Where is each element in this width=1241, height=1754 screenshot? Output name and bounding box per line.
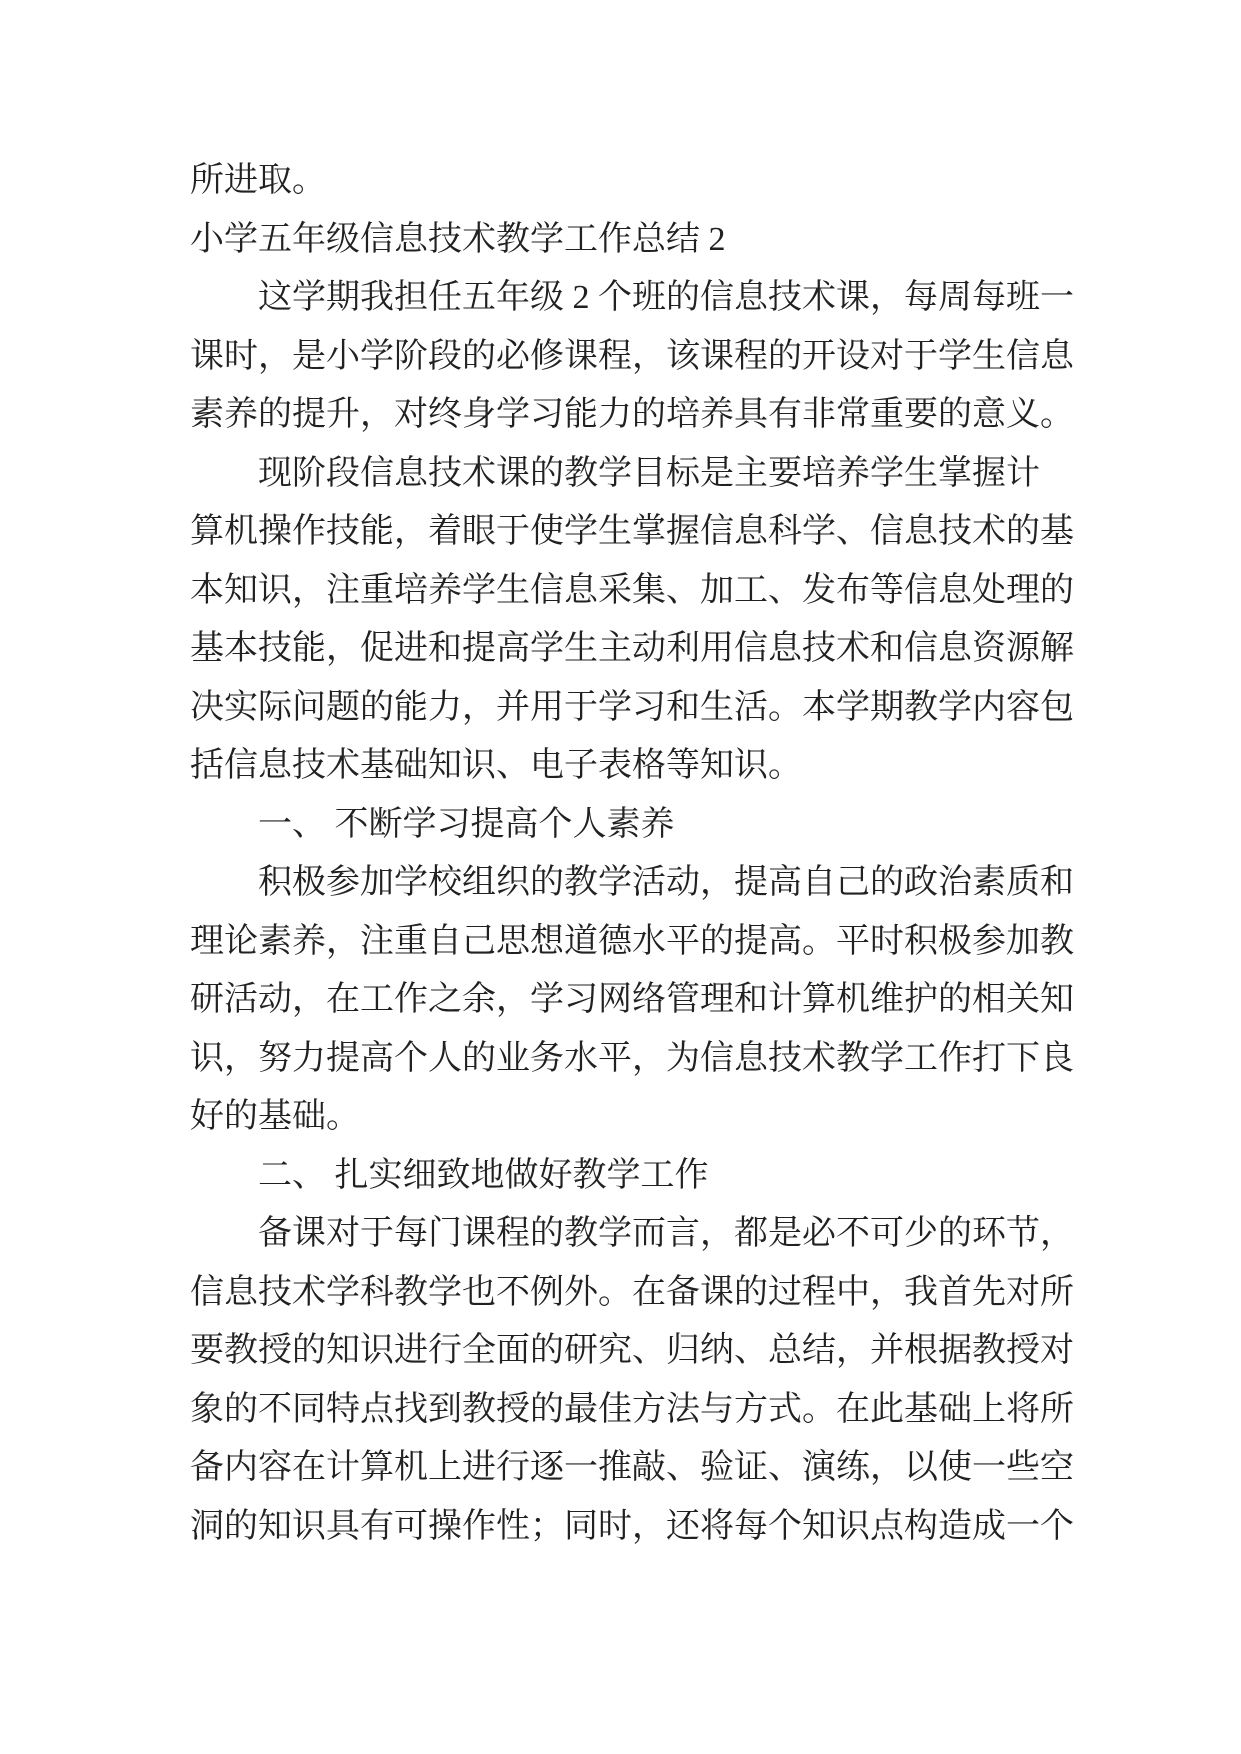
text-line: 研活动，在工作之余，学习网络管理和计算机维护的相关知: [190, 981, 1074, 1018]
text-line: 本知识，注重培养学生信息采集、加工、发布等信息处理的: [190, 571, 1074, 609]
text-line: 基本技能，促进和提高学生主动利用信息技术和信息资源解: [190, 630, 1074, 667]
text-line: 一、 不断学习提高个人素养: [258, 805, 675, 843]
text-line: 好的基础。: [190, 1098, 360, 1135]
text-line: 理论素养，注重自己思想道德水平的提高。平时积极参加教: [190, 922, 1074, 960]
text-line: 决实际问题的能力，并用于学习和生活。本学期教学内容包: [190, 688, 1074, 726]
text-line: 识，努力提高个人的业务水平，为信息技术教学工作打下良: [190, 1039, 1074, 1077]
text-line: 算机操作技能，着眼于使学生掌握信息科学、信息技术的基: [190, 513, 1074, 550]
text-line: 象的不同特点找到教授的最佳方法与方式。在此基础上将所: [190, 1390, 1074, 1428]
text-line: 这学期我担任五年级 2 个班的信息技术课，每周每班一: [258, 279, 1074, 316]
text-line: 洞的知识具有可操作性；同时，还将每个知识点构造成一个: [190, 1507, 1074, 1545]
text-line: 信息技术学科教学也不例外。在备课的过程中，我首先对所: [190, 1273, 1074, 1311]
text-line: 要教授的知识进行全面的研究、归纳、总结，并根据教授对: [190, 1332, 1074, 1369]
text-line: 备课对于每门课程的教学而言，都是必不可少的环节，: [258, 1215, 1074, 1252]
document-body: [190, 152, 1084, 1556]
text-line: 课时，是小学阶段的必修课程，该课程的开设对于学生信息: [190, 337, 1074, 375]
text-line: 二、 扎实细致地做好教学工作: [258, 1156, 709, 1194]
text-line: 小学五年级信息技术教学工作总结 2: [190, 220, 726, 258]
text-line: 积极参加学校组织的教学活动，提高自己的政治素质和: [258, 864, 1074, 901]
text-line: 括信息技术基础知识、电子表格等知识。: [190, 747, 802, 784]
text-line: 备内容在计算机上进行逐一推敲、验证、演练，以使一些空: [190, 1449, 1074, 1486]
text-line: 现阶段信息技术课的教学目标是主要培养学生掌握计: [258, 454, 1040, 492]
text-line: 所进取。: [190, 162, 326, 199]
text-line: 素养的提升，对终身学习能力的培养具有非常重要的意义。: [190, 396, 1074, 433]
